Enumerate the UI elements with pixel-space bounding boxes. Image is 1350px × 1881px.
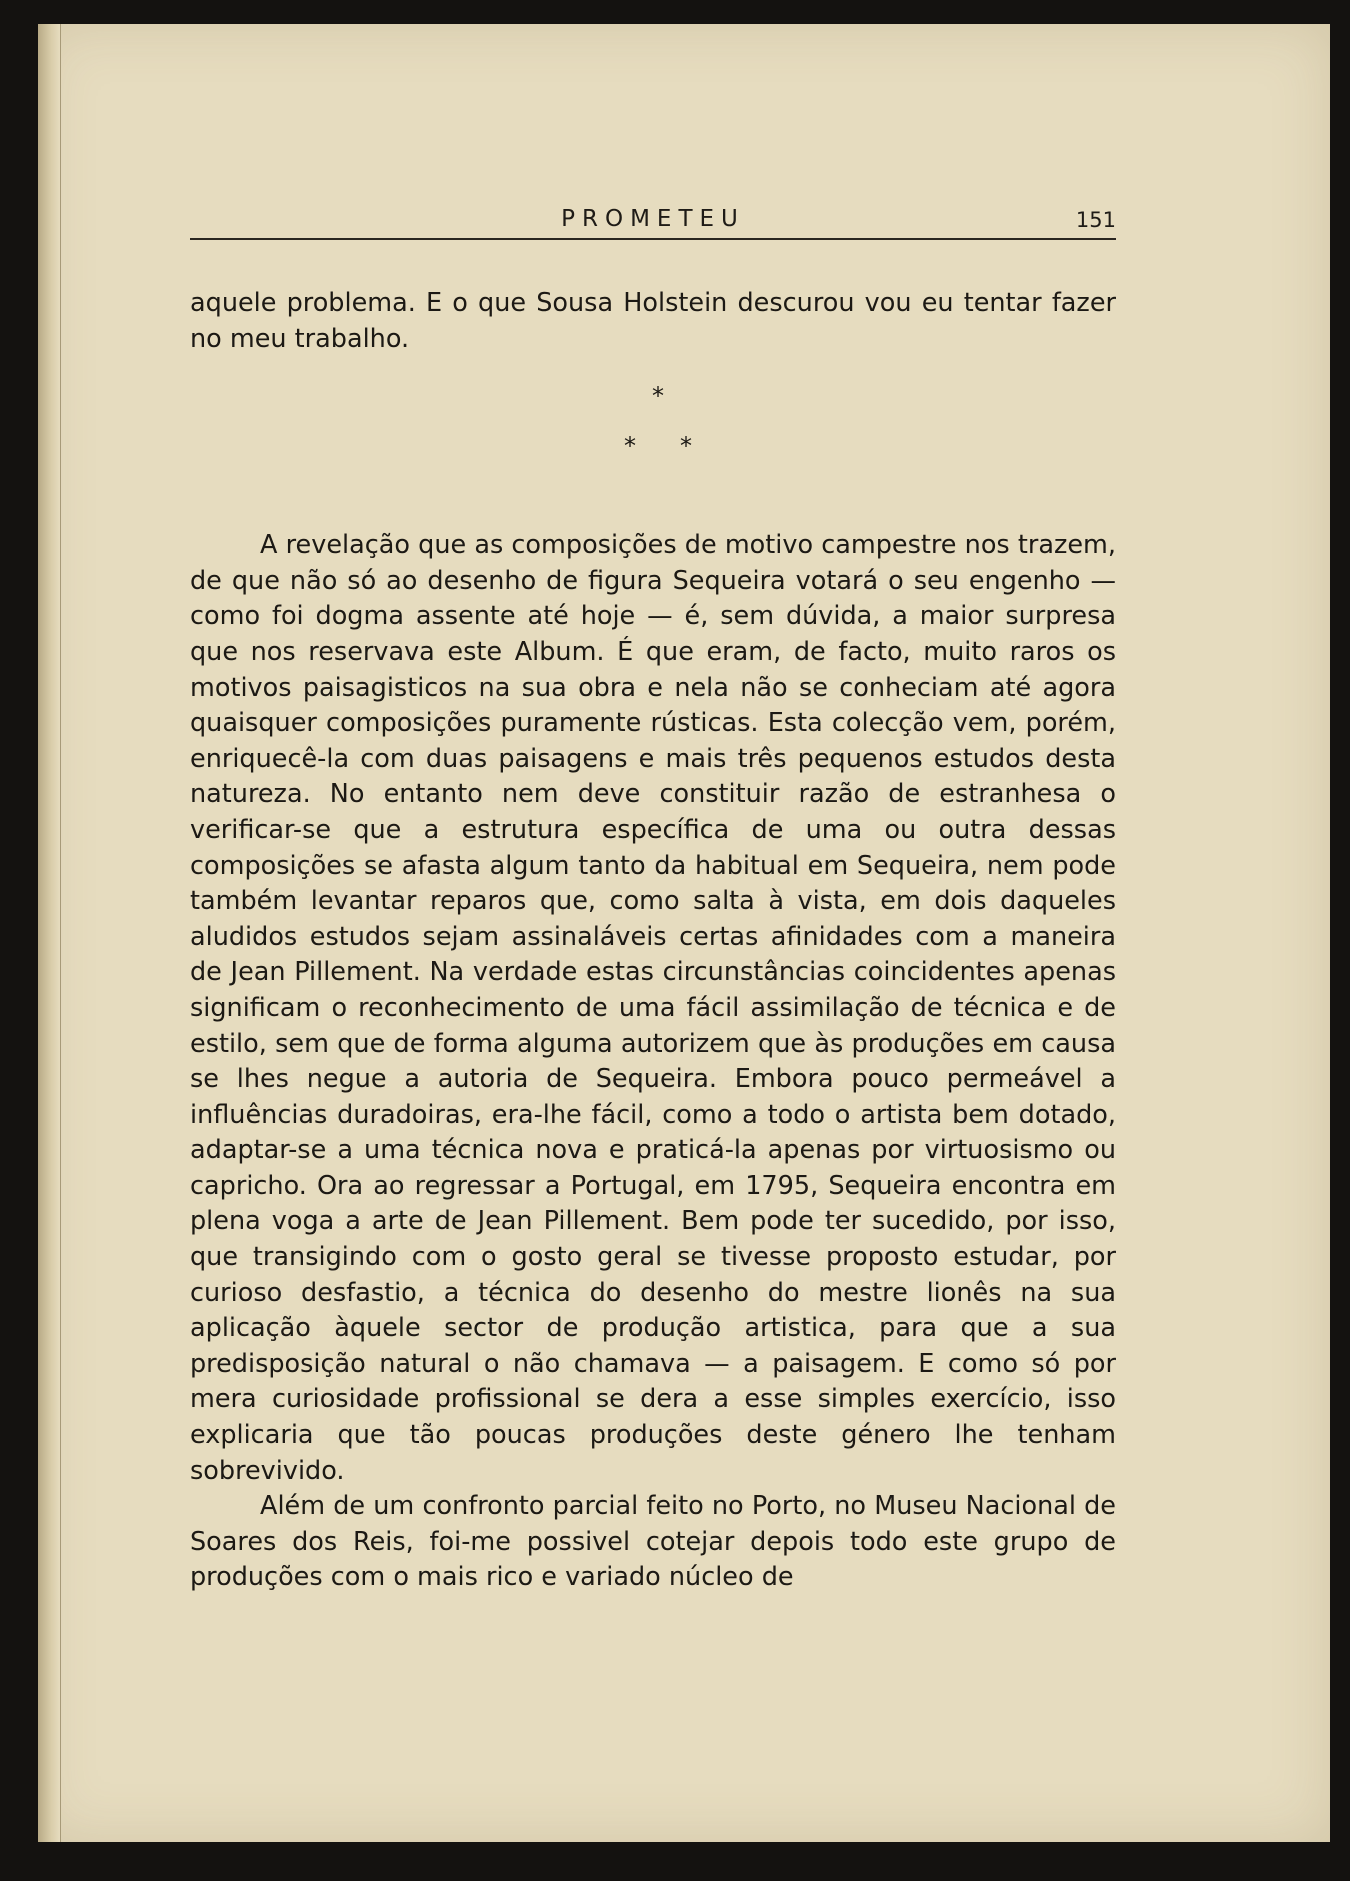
asterism-divider <box>190 357 1116 528</box>
running-title: PROMETEU <box>561 206 745 232</box>
asterism-star-top: * <box>652 382 664 411</box>
book-spine-edge <box>38 24 61 1842</box>
asterism-star-left: * <box>624 432 636 461</box>
page-number: 151 <box>1075 208 1116 232</box>
book-page <box>38 24 1330 1842</box>
paragraph-1: A revelação que as composições de motivo campestre nos trazem, de que não só ao desenho de figura Sequeira votará o seu engenho — como foi dogma assente até hoje — é, sem dúvida, a maior surpresa que nos reservava este Album. É que eram, de facto, muito raros os motivos paisagisticos na sua obra e nela não se conheciam até agora quaisquer composições puramente rústicas. Esta colecção vem, porém, enriquecê-la com duas paisagens e mais três pequenos estudos desta natureza. No entanto nem deve constituir razão de estranhesa o verificar-se que a estrutura específica de uma ou outra dessas composições se afasta algum tanto da habitual em Sequeira, nem pode também levantar reparos que, como salta à vista, em dois daqueles aludidos estudos sejam assinaláveis certas afinidades com a maneira de Jean Pillement. Na verdade estas circunstâncias coincidentes apenas significam o reconhecimento de uma fácil assimilação de técnica e de estilo, sem que de forma alguma autorizem que às produções em causa se lhes negue a autoria de Sequeira. Embora pouco permeável a influências duradoiras, era-lhe fácil, como a todo o artista bem dotado, adaptar-se a uma técnica nova e praticá-la apenas por virtuosismo ou capricho. Ora ao regressar a Portugal, em 1795, Sequeira encontra em plena voga a arte de Jean Pillement. Bem pode ter sucedido, por isso, que transigindo com o gosto geral se tivesse proposto estudar, por curioso desfastio, a técnica do desenho do mestre lionês na sua aplicação àquele sector de produção artistica, para que a sua predisposição natural o não chamava — a paisagem. E como só por mera curiosidade profissional se dera a esse simples exercício, isso explicaria que tão poucas produções deste género lhe tenham sobrevivido. <box>190 530 1116 1486</box>
paragraph-2: Além de um confronto parcial feito no Porto, no Museu Nacional de Soares dos Reis, foi-me possivel cotejar depois todo este grupo de produções com o mais rico e variado núcleo de <box>190 1491 1116 1593</box>
body-text <box>190 286 1116 1596</box>
asterism-star-right: * <box>680 432 692 461</box>
running-header <box>190 184 1116 240</box>
opening-paragraph: aquele problema. E o que Sousa Holstein descurou vou eu tentar fazer no meu trabalho. <box>190 288 1116 354</box>
